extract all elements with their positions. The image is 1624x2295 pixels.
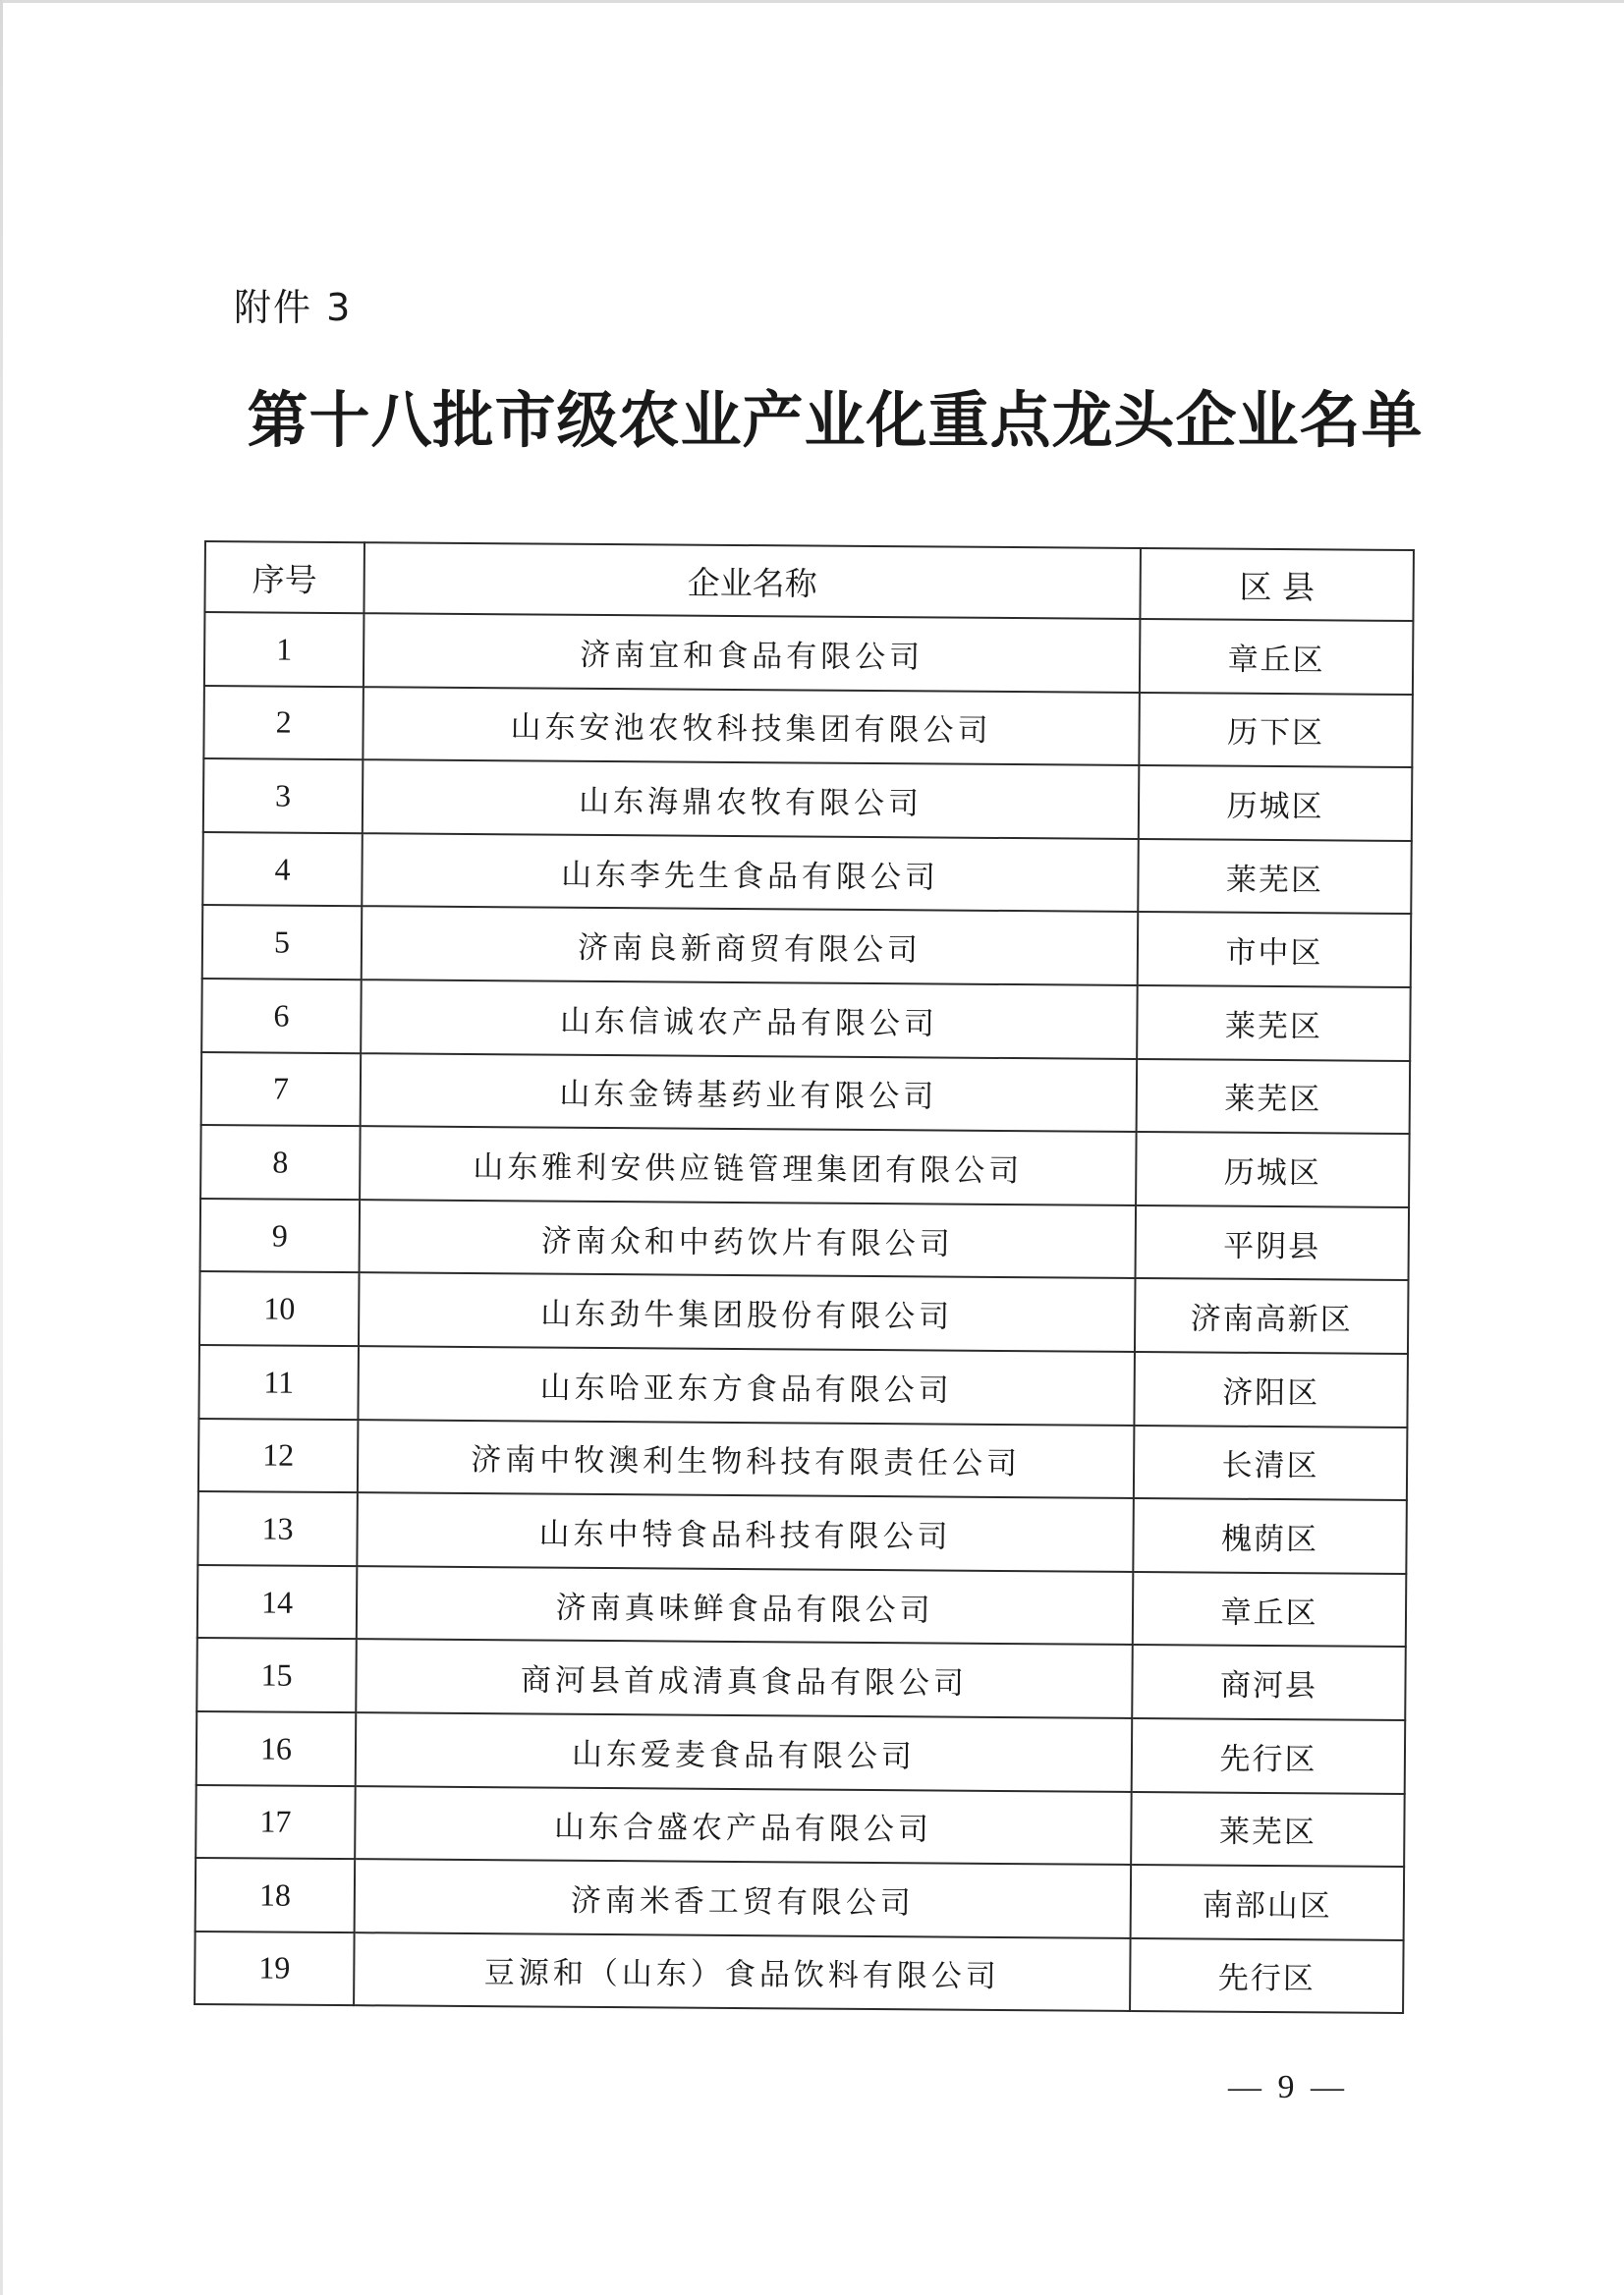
row-number: 6 bbox=[201, 979, 362, 1053]
table-row bbox=[201, 979, 1411, 1061]
table-row bbox=[201, 1052, 1411, 1135]
enterprise-name: 济南中牧澳利生物科技有限责任公司 bbox=[358, 1420, 1135, 1498]
table-row bbox=[196, 1858, 1405, 1940]
enterprise-name: 山东哈亚东方食品有限公司 bbox=[358, 1346, 1135, 1425]
row-number: 7 bbox=[201, 1052, 362, 1127]
scan-edge-left bbox=[0, 0, 3, 2295]
table-row bbox=[198, 1345, 1408, 1427]
row-number: 14 bbox=[197, 1565, 358, 1640]
enterprise-name: 豆源和（山东）食品饮料有限公司 bbox=[354, 1932, 1131, 2011]
row-number: 13 bbox=[197, 1491, 358, 1566]
table-row bbox=[197, 1565, 1407, 1648]
enterprise-list-table bbox=[194, 540, 1415, 2014]
table-row bbox=[199, 1271, 1409, 1354]
table-header bbox=[204, 541, 1413, 621]
row-number: 8 bbox=[200, 1125, 361, 1200]
table-row bbox=[197, 1491, 1407, 1574]
table-row bbox=[196, 1784, 1405, 1867]
district-name: 历城区 bbox=[1136, 1132, 1410, 1207]
table-row bbox=[196, 1638, 1406, 1720]
row-number: 16 bbox=[196, 1711, 357, 1786]
district-name: 南部山区 bbox=[1131, 1865, 1405, 1940]
table-row bbox=[203, 686, 1413, 768]
row-number: 19 bbox=[195, 1931, 355, 2006]
row-number: 1 bbox=[204, 612, 364, 687]
enterprise-name: 济南良新商贸有限公司 bbox=[362, 907, 1139, 985]
district-name: 莱芜区 bbox=[1137, 1059, 1411, 1135]
enterprise-name: 济南真味鲜食品有限公司 bbox=[357, 1566, 1134, 1645]
district-name: 长清区 bbox=[1134, 1425, 1408, 1500]
row-number: 4 bbox=[202, 832, 363, 907]
district-name: 先行区 bbox=[1130, 1938, 1404, 2014]
row-number: 10 bbox=[199, 1271, 360, 1346]
header-district: 区 县 bbox=[1140, 548, 1414, 621]
table-row bbox=[195, 1931, 1404, 2014]
table-row bbox=[202, 832, 1412, 915]
enterprise-name: 济南宜和食品有限公司 bbox=[364, 613, 1141, 692]
table-row bbox=[203, 758, 1413, 841]
district-name: 济阳区 bbox=[1134, 1352, 1408, 1427]
table-header-row bbox=[204, 541, 1413, 621]
enterprise-name: 山东李先生食品有限公司 bbox=[362, 833, 1139, 912]
header-no: 序号 bbox=[204, 541, 364, 613]
document-title: 第十八批市级农业产业化重点龙头企业名单 bbox=[247, 384, 1424, 456]
page-number: — 9 — bbox=[1228, 2069, 1348, 2105]
district-name: 莱芜区 bbox=[1138, 839, 1412, 915]
enterprise-name: 山东海鼎农牧有限公司 bbox=[363, 759, 1140, 838]
enterprise-name: 山东安池农牧科技集团有限公司 bbox=[363, 687, 1140, 765]
enterprise-name: 济南米香工贸有限公司 bbox=[355, 1859, 1132, 1937]
header-name: 企业名称 bbox=[364, 542, 1141, 619]
enterprise-name: 商河县首成清真食品有限公司 bbox=[356, 1639, 1133, 1717]
table-row bbox=[202, 905, 1412, 987]
enterprise-name: 山东信诚农产品有限公司 bbox=[361, 980, 1138, 1058]
district-name: 章丘区 bbox=[1140, 619, 1414, 695]
row-number: 9 bbox=[200, 1199, 361, 1273]
district-name: 章丘区 bbox=[1133, 1572, 1407, 1648]
table-row bbox=[204, 612, 1414, 695]
row-number: 18 bbox=[196, 1858, 356, 1932]
district-name: 历城区 bbox=[1139, 765, 1413, 841]
enterprise-name: 山东金铸基药业有限公司 bbox=[361, 1053, 1138, 1132]
district-name: 历下区 bbox=[1139, 693, 1413, 768]
table-body bbox=[195, 612, 1413, 2013]
table-row bbox=[196, 1711, 1406, 1794]
district-name: 市中区 bbox=[1138, 912, 1412, 987]
row-number: 2 bbox=[203, 686, 364, 760]
enterprise-name: 山东合盛农产品有限公司 bbox=[355, 1786, 1132, 1865]
attachment-label: 附件 3 bbox=[234, 286, 353, 329]
district-name: 济南高新区 bbox=[1135, 1278, 1409, 1354]
table-row bbox=[200, 1199, 1410, 1281]
row-number: 17 bbox=[196, 1784, 356, 1859]
row-number: 15 bbox=[196, 1638, 357, 1712]
district-name: 先行区 bbox=[1132, 1718, 1406, 1794]
row-number: 3 bbox=[203, 758, 364, 833]
enterprise-name: 山东爱麦食品有限公司 bbox=[356, 1712, 1133, 1791]
district-name: 商河县 bbox=[1132, 1645, 1406, 1720]
district-name: 莱芜区 bbox=[1137, 985, 1411, 1061]
enterprise-name: 山东劲牛集团股份有限公司 bbox=[359, 1273, 1136, 1352]
district-name: 槐荫区 bbox=[1133, 1498, 1407, 1574]
table-row bbox=[200, 1125, 1410, 1207]
enterprise-name: 山东雅利安供应链管理集团有限公司 bbox=[360, 1126, 1137, 1204]
row-number: 12 bbox=[198, 1419, 359, 1493]
row-number: 11 bbox=[198, 1345, 359, 1420]
enterprise-name: 山东中特食品科技有限公司 bbox=[357, 1492, 1134, 1571]
district-name: 平阴县 bbox=[1136, 1205, 1410, 1281]
scan-edge-top bbox=[0, 0, 1624, 3]
table-row bbox=[198, 1419, 1408, 1501]
enterprise-name: 济南众和中药饮片有限公司 bbox=[360, 1200, 1137, 1278]
row-number: 5 bbox=[202, 905, 363, 980]
district-name: 莱芜区 bbox=[1131, 1791, 1405, 1867]
